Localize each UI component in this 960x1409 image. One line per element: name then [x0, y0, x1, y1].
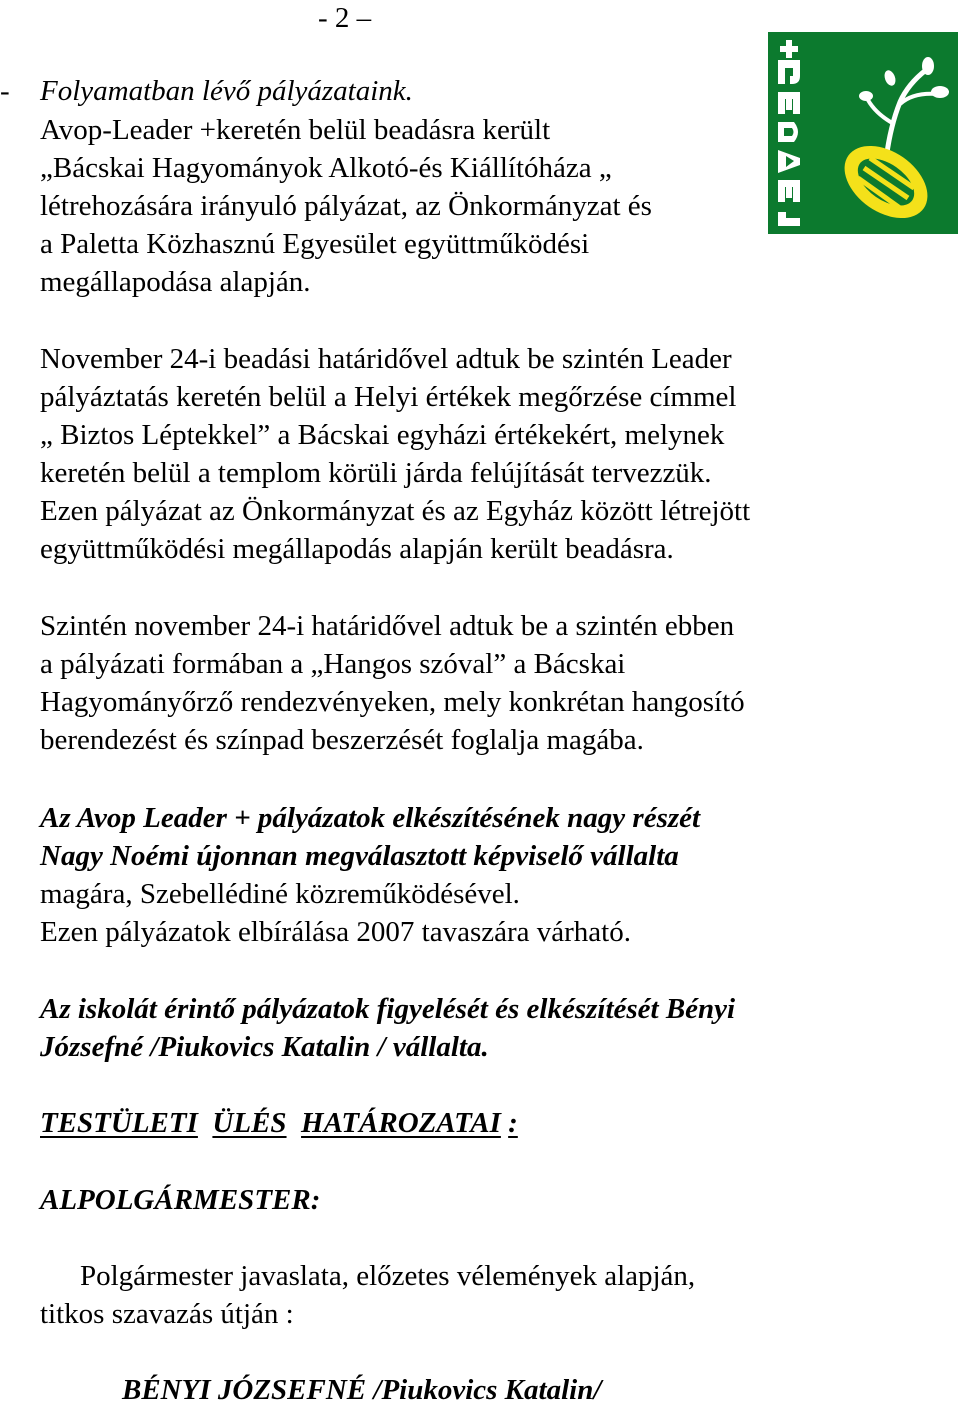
paragraph4-line-4: Ezen pályázatok elbírálása 2007 tavaszára várható. [40, 916, 631, 948]
section1-line-1: Avop-Leader +keretén belül beadásra került [40, 114, 551, 146]
paragraph2-line-3: „ Biztos Léptekkel” a Bácskai egyházi értékekért, melynek [40, 419, 725, 451]
paragraph3-line-4: berendezést és színpad beszerzését foglalja magába. [40, 724, 644, 756]
elected-name-text: BÉNYI JÓZSEFNÉ /Piukovics Katalin/ [122, 1374, 602, 1406]
paragraph2-line-5: Ezen pályázat az Önkormányzat és az Egyház között létrejött [40, 495, 751, 527]
resolutions-word-1: TESTÜLETI [40, 1107, 198, 1139]
paragraph4-bold-line-2: Nagy Noémi újonnan megválasztott képviselő vállalta [40, 840, 679, 872]
paragraph5-bold-line-1: Az iskolát érintő pályázatok figyelését és elkészítését Bényi [40, 993, 736, 1025]
section-heading: Folyamatban lévő pályázataink. [40, 75, 413, 107]
section1-line-4: a Paletta Közhasznú Egyesület együttműködési [40, 228, 590, 260]
resolutions-word-2: ÜLÉS [212, 1107, 287, 1139]
paragraph3-line-3: Hagyományőrző rendezvényeken, mely konkrétan hangosító [40, 686, 745, 718]
section1-line-2: „Bácskai Hagyományok Alkotó-és Kiállítóháza „ [40, 152, 612, 184]
section-dash: - [0, 75, 10, 107]
paragraph2-line-4: keretén belül a templom körüli járda felújítását tervezzük. [40, 457, 712, 489]
resolutions-word-3: HATÁROZATAI [301, 1107, 501, 1139]
paragraph3-line-2: a pályázati formában a „Hangos szóval” a Bácskai [40, 648, 626, 680]
section1-line-3: létrehozására irányuló pályázat, az Önkormányzat és [40, 190, 652, 222]
elected-name [122, 1371, 601, 1409]
page-number: - 2 – [318, 2, 372, 34]
resolutions-heading [40, 1104, 518, 1142]
vice-mayor-heading: ALPOLGÁRMESTER: [40, 1184, 321, 1216]
section1-line-5: megállapodása alapján. [40, 266, 311, 298]
paragraph5-bold-line-2: Józsefné /Piukovics Katalin / vállalta. [40, 1031, 489, 1063]
paragraph2-line-6: együttműködési megállapodás alapján került beadásra. [40, 533, 674, 565]
paragraph2-line-1: November 24-i beadási határidővel adtuk be szintén Leader [40, 343, 732, 375]
paragraph2-line-2: pályáztatás keretén belül a Helyi értékek megőrzése címmel [40, 381, 737, 413]
proposal-line-2: titkos szavazás útján : [40, 1298, 294, 1330]
paragraph4-bold-line-1: Az Avop Leader + pályázatok elkészítésének nagy részét [40, 802, 701, 834]
paragraph3-line-1: Szintén november 24-i határidővel adtuk be a szintén ebben [40, 610, 735, 642]
paragraph4-line-3: magára, Szebellédiné közreműködésével. [40, 878, 520, 910]
resolutions-colon: : [508, 1107, 518, 1139]
leader-plus-logo [768, 32, 958, 234]
proposal-line-1: Polgármester javaslata, előzetes vélemények alapján, [80, 1260, 696, 1292]
